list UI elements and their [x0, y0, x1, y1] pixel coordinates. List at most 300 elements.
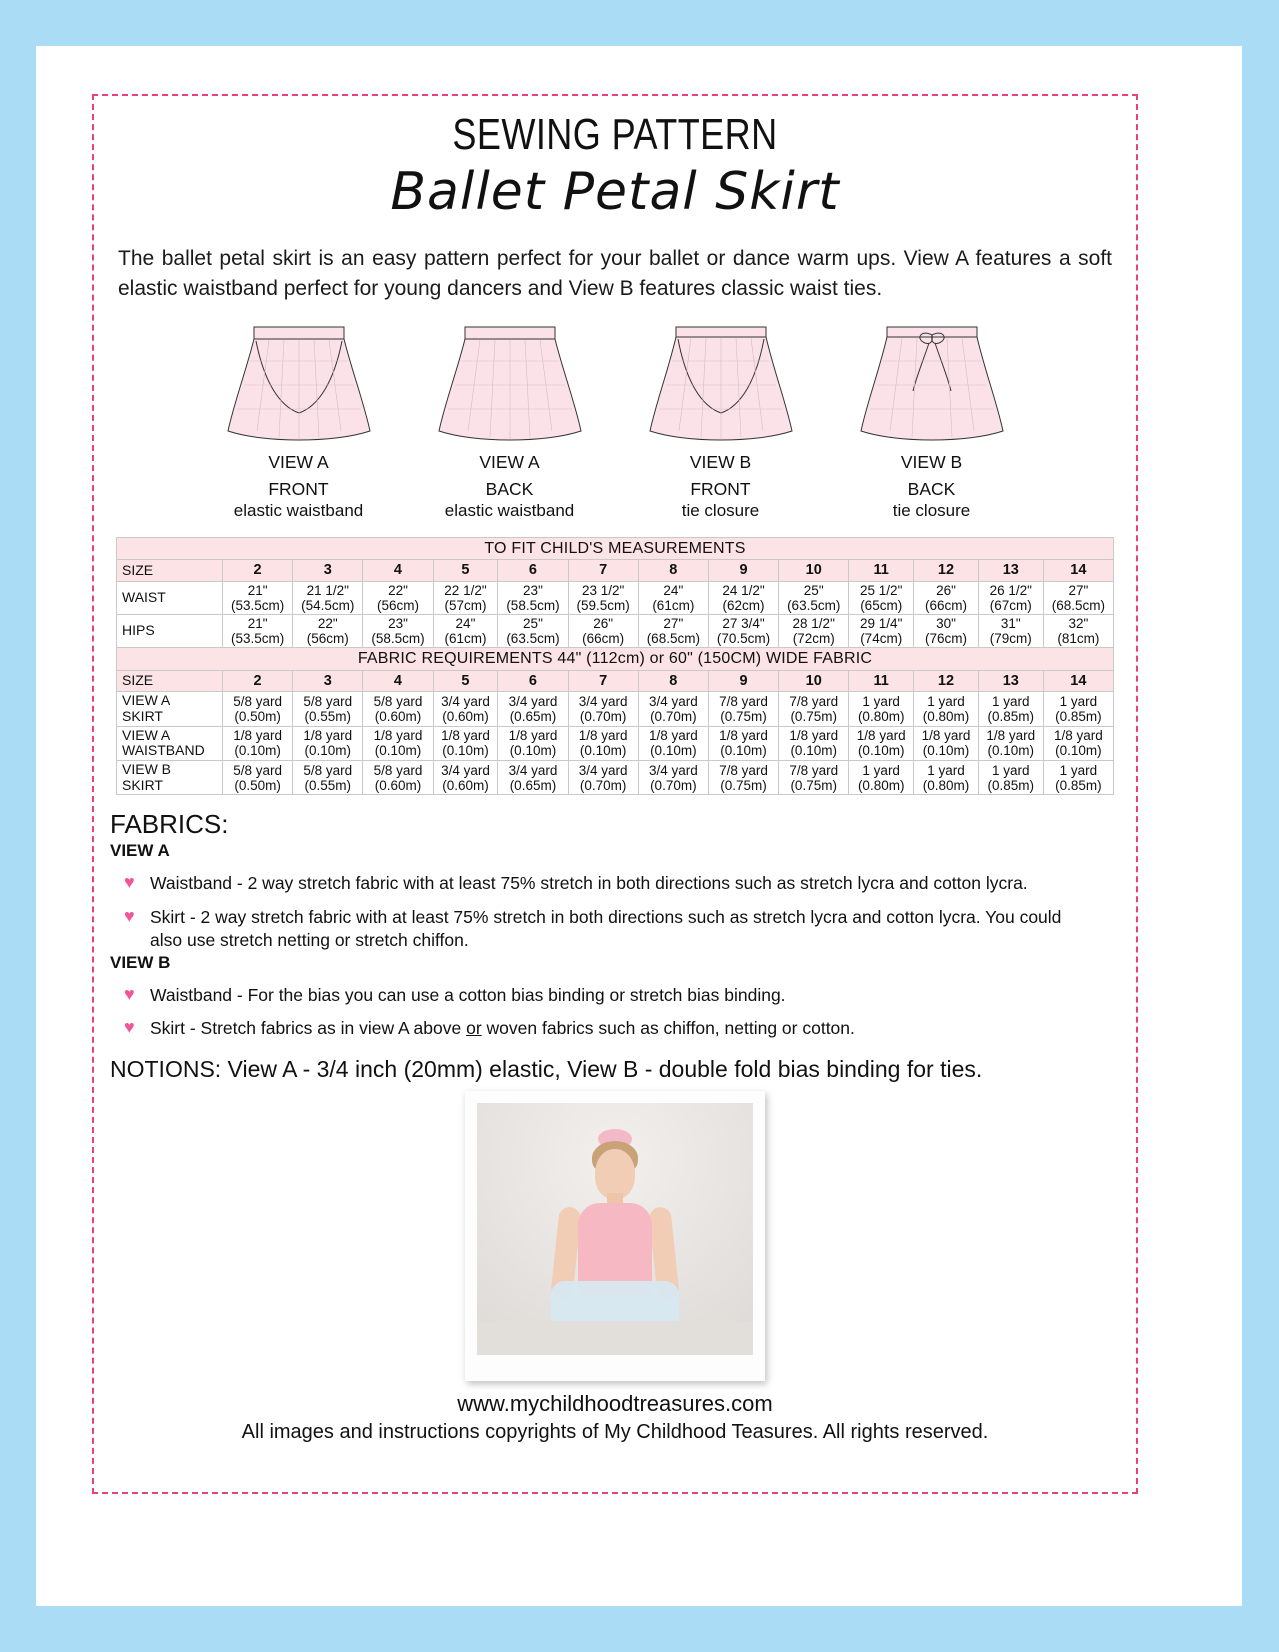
value-cell	[1043, 760, 1113, 794]
document-content	[92, 94, 1138, 1494]
value-imperial: 27"	[663, 615, 684, 631]
value-cell	[708, 726, 778, 760]
value-cell	[293, 614, 363, 647]
value-metric: (0.10m)	[509, 743, 557, 759]
value-metric: (67cm)	[989, 597, 1032, 613]
skirt-view-a-back-icon	[435, 321, 585, 446]
value-imperial: 1/8 yard	[789, 728, 839, 744]
value-cell	[978, 692, 1043, 726]
value-imperial: 1/8 yard	[921, 728, 971, 744]
view-illustration-2	[628, 321, 813, 521]
value-imperial: 24"	[663, 582, 684, 598]
size-header-cell: 8	[638, 671, 708, 692]
view-closure: tie closure	[681, 500, 760, 520]
value-cell	[1043, 614, 1113, 647]
size-header-cell: 8	[638, 560, 708, 581]
value-cell	[223, 614, 293, 647]
value-cell	[498, 614, 568, 647]
value-cell	[914, 614, 979, 647]
product-photo-frame	[465, 1091, 765, 1381]
value-cell	[638, 581, 708, 614]
table-row	[117, 581, 1114, 614]
value-metric: (66cm)	[582, 631, 625, 647]
value-imperial: 7/8 yard	[789, 693, 839, 709]
value-cell	[293, 692, 363, 726]
view-illustration-1	[417, 321, 602, 521]
size-header-cell: 10	[779, 671, 849, 692]
value-metric: (0.10m)	[304, 743, 352, 759]
table-banner-row	[117, 648, 1114, 671]
value-metric: (74cm)	[860, 631, 903, 647]
measurements-size-row	[117, 560, 1114, 581]
value-cell	[363, 726, 433, 760]
heart-bullet-icon: ♥	[124, 983, 135, 1004]
value-metric: (0.10m)	[720, 743, 767, 759]
size-header-cell: 11	[849, 560, 914, 581]
value-metric: (0.10m)	[790, 743, 837, 759]
table-row	[117, 614, 1114, 647]
value-cell	[638, 614, 708, 647]
row-label-line1: VIEW B	[122, 760, 172, 777]
size-header-cell: 4	[363, 671, 433, 692]
value-imperial: 23 1/2"	[581, 582, 625, 598]
value-imperial: 1/8 yard	[578, 728, 628, 744]
value-imperial: 30"	[936, 615, 956, 631]
value-cell	[779, 726, 849, 760]
value-metric: (0.10m)	[234, 743, 281, 759]
row-label-cell	[117, 614, 223, 647]
value-imperial: 22"	[388, 582, 408, 598]
size-header-cell: 14	[1043, 671, 1113, 692]
value-imperial: 1/8 yard	[441, 728, 490, 744]
view-illustration-3	[839, 321, 1024, 521]
value-imperial: 1/8 yard	[508, 728, 558, 744]
skirt-text-after: woven fabrics such as chiffon, netting or cotton.	[481, 1018, 855, 1039]
value-cell	[849, 692, 914, 726]
value-metric: (68.5cm)	[646, 631, 700, 647]
value-cell	[978, 581, 1043, 614]
value-cell	[978, 614, 1043, 647]
value-imperial: 3/4 yard	[578, 762, 628, 778]
copyright-line: All images and instructions copyrights of My Childhood Teasures. All rights reserved.	[241, 1421, 989, 1444]
value-metric: (54.5cm)	[301, 597, 355, 613]
value-cell	[779, 692, 849, 726]
value-metric: (0.10m)	[374, 743, 422, 759]
view-closure: tie closure	[892, 500, 971, 520]
value-metric: (0.55m)	[304, 777, 352, 793]
page-kicker: SEWING PATTERN	[452, 110, 778, 159]
fabric-banner: FABRIC REQUIREMENTS 44" (112cm) or 60" (150CM) WIDE FABRIC	[117, 648, 1114, 671]
value-imperial: 23"	[523, 582, 543, 598]
value-metric: (72cm)	[792, 631, 835, 647]
value-cell	[293, 760, 363, 794]
value-metric: (57cm)	[444, 597, 487, 613]
size-header-cell: 2	[223, 671, 293, 692]
value-metric: (0.80m)	[857, 777, 905, 793]
value-imperial: 29 1/4"	[860, 615, 903, 631]
fabric-size-row	[117, 671, 1114, 692]
row-label-line1: WAIST	[122, 588, 166, 605]
value-metric: (0.85m)	[1055, 777, 1102, 793]
measurements-banner: TO FIT CHILD'S MEASUREMENTS	[117, 537, 1114, 560]
heart-bullet-icon: ♥	[124, 1017, 135, 1038]
fabrics-view-a-heading: VIEW A	[110, 841, 170, 861]
value-cell	[708, 760, 778, 794]
list-item-text: Waistband - For the bias you can use a cotton bias binding or stretch bias binding.	[150, 984, 786, 1005]
size-header-cell: 6	[498, 560, 568, 581]
value-cell	[978, 726, 1043, 760]
value-metric: (0.80m)	[857, 708, 905, 724]
view-side: FRONT	[268, 479, 329, 500]
value-cell	[293, 726, 363, 760]
value-metric: (65cm)	[860, 597, 903, 613]
table-banner-row	[117, 537, 1114, 560]
row-label-cell	[117, 692, 223, 726]
size-header-cell: 13	[978, 560, 1043, 581]
value-cell	[638, 760, 708, 794]
value-cell	[363, 692, 433, 726]
value-imperial: 3/4 yard	[441, 693, 490, 709]
fabrics-view-b-heading: VIEW B	[110, 952, 171, 972]
value-cell	[708, 581, 778, 614]
size-header-cell: 9	[708, 560, 778, 581]
view-name: VIEW B	[900, 451, 963, 472]
value-imperial: 21 1/2"	[306, 582, 349, 598]
view-side: BACK	[485, 479, 534, 500]
size-label-cell: SIZE	[117, 560, 223, 581]
row-label-cell	[117, 726, 223, 760]
value-imperial: 5/8 yard	[233, 762, 282, 778]
value-imperial: 3/4 yard	[441, 762, 490, 778]
value-cell	[1043, 726, 1113, 760]
value-imperial: 3/4 yard	[578, 693, 628, 709]
list-item	[124, 906, 1124, 952]
value-imperial: 3/4 yard	[508, 693, 558, 709]
size-header-cell: 3	[293, 671, 363, 692]
value-imperial: 21"	[247, 582, 268, 598]
value-metric: (61cm)	[444, 631, 487, 647]
table-row	[117, 692, 1114, 726]
skirt-view-b-front-icon	[646, 321, 796, 446]
value-metric: (0.10m)	[650, 743, 697, 759]
view-illustration-0	[206, 321, 391, 521]
value-metric: (0.65m)	[509, 708, 557, 724]
skirt-view-a-front-icon	[224, 321, 374, 446]
value-imperial: 1/8 yard	[233, 728, 282, 744]
value-imperial: 5/8 yard	[303, 762, 353, 778]
value-imperial: 25 1/2"	[860, 582, 903, 598]
value-metric: (0.60m)	[374, 708, 422, 724]
row-label-line2: SKIRT	[122, 776, 163, 793]
value-metric: (0.80m)	[922, 708, 970, 724]
value-cell	[223, 581, 293, 614]
value-cell	[638, 726, 708, 760]
value-imperial: 5/8 yard	[303, 693, 353, 709]
value-cell	[1043, 692, 1113, 726]
value-imperial: 1/8 yard	[648, 728, 698, 744]
value-cell	[914, 726, 979, 760]
value-metric: (81cm)	[1057, 631, 1100, 647]
size-header-cell: 9	[708, 671, 778, 692]
value-imperial: 3/4 yard	[648, 762, 698, 778]
value-metric: (56cm)	[376, 597, 419, 613]
fabrics-view-b-list	[106, 984, 1124, 1041]
view-closure: elastic waistband	[233, 500, 364, 520]
value-metric: (53.5cm)	[230, 631, 285, 647]
value-metric: (70.5cm)	[716, 631, 771, 647]
value-imperial: 25"	[523, 615, 543, 631]
value-imperial: 1/8 yard	[856, 728, 906, 744]
value-metric: (0.70m)	[579, 708, 627, 724]
size-header-cell: 7	[568, 671, 638, 692]
value-metric: (0.85m)	[987, 708, 1035, 724]
value-cell	[914, 581, 979, 614]
value-metric: (0.70m)	[650, 708, 697, 724]
value-imperial: 1/8 yard	[986, 728, 1036, 744]
value-metric: (0.55m)	[304, 708, 352, 724]
value-metric: (53.5cm)	[230, 597, 285, 613]
value-cell	[498, 726, 568, 760]
value-imperial: 3/4 yard	[648, 693, 698, 709]
table-row	[117, 726, 1114, 760]
value-cell	[498, 581, 568, 614]
row-label-line2: SKIRT	[122, 707, 163, 724]
value-metric: (0.10m)	[987, 743, 1035, 759]
value-imperial: 1 yard	[927, 693, 965, 709]
value-cell	[433, 726, 498, 760]
value-imperial: 27"	[1068, 582, 1089, 598]
value-cell	[779, 760, 849, 794]
fabrics-view-a-list	[106, 872, 1124, 951]
value-metric: (58.5cm)	[371, 631, 425, 647]
view-name: VIEW B	[689, 451, 752, 472]
fabrics-heading: FABRICS:	[110, 809, 229, 840]
page-title: Ballet Petal Skirt	[390, 162, 840, 222]
value-imperial: 26"	[593, 615, 614, 631]
skirt-text-before: Skirt - Stretch fabrics as in view A above	[150, 1018, 467, 1039]
head	[595, 1149, 635, 1199]
value-metric: (0.80m)	[922, 777, 970, 793]
value-cell	[849, 726, 914, 760]
value-metric: (0.85m)	[1055, 708, 1102, 724]
value-metric: (0.10m)	[922, 743, 970, 759]
value-metric: (76cm)	[924, 631, 967, 647]
value-imperial: 7/8 yard	[719, 693, 768, 709]
website-url: www.mychildhoodtreasures.com	[457, 1391, 773, 1417]
value-cell	[498, 692, 568, 726]
value-imperial: 1 yard	[1059, 693, 1098, 709]
view-side: BACK	[907, 479, 956, 500]
value-imperial: 1 yard	[927, 762, 965, 778]
value-imperial: 26"	[936, 582, 956, 598]
row-label-line1: VIEW A	[122, 692, 171, 709]
list-item	[124, 984, 1124, 1007]
size-label-cell: SIZE	[117, 671, 223, 692]
value-cell	[849, 760, 914, 794]
value-metric: (0.75m)	[790, 777, 837, 793]
value-metric: (61cm)	[652, 597, 695, 613]
list-item-text: Skirt - 2 way stretch fabric with at least 75% stretch in both directions such as stretch lycra and cotton lycra. You could also use stretch netting or stretch chiffon.	[150, 907, 1062, 950]
size-header-cell: 7	[568, 560, 638, 581]
value-imperial: 1 yard	[862, 762, 900, 778]
value-metric: (68.5cm)	[1051, 597, 1105, 613]
value-metric: (58.5cm)	[506, 597, 560, 613]
value-metric: (0.75m)	[720, 777, 767, 793]
value-imperial: 7/8 yard	[719, 762, 768, 778]
value-cell	[978, 760, 1043, 794]
value-metric: (0.85m)	[987, 777, 1035, 793]
value-cell	[1043, 581, 1113, 614]
list-item	[124, 872, 1124, 895]
value-cell	[223, 692, 293, 726]
heart-bullet-icon: ♥	[124, 906, 135, 927]
value-cell	[779, 581, 849, 614]
row-label-cell	[117, 760, 223, 794]
size-and-fabric-tables	[116, 537, 1114, 796]
size-header-cell: 14	[1043, 560, 1113, 581]
value-cell	[568, 760, 638, 794]
value-cell	[498, 760, 568, 794]
value-imperial: 22 1/2"	[444, 582, 487, 598]
value-metric: (59.5cm)	[576, 597, 630, 613]
list-item	[124, 1017, 1124, 1040]
value-metric: (63.5cm)	[787, 597, 841, 613]
value-cell	[849, 614, 914, 647]
row-label-cell	[117, 581, 223, 614]
value-cell	[568, 692, 638, 726]
value-metric: (0.60m)	[442, 777, 489, 793]
value-cell	[223, 760, 293, 794]
value-cell	[363, 760, 433, 794]
value-cell	[293, 581, 363, 614]
value-metric: (0.10m)	[857, 743, 905, 759]
value-metric: (0.65m)	[509, 777, 557, 793]
value-imperial: 1 yard	[1059, 762, 1098, 778]
list-item-text: Waistband - 2 way stretch fabric with at least 75% stretch in both directions such as stretch lycra and cotton lycra.	[150, 873, 1028, 894]
value-cell	[708, 614, 778, 647]
value-cell	[638, 692, 708, 726]
value-metric: (56cm)	[306, 631, 349, 647]
value-cell	[433, 760, 498, 794]
value-cell	[914, 692, 979, 726]
value-cell	[568, 614, 638, 647]
value-metric: (79cm)	[989, 631, 1032, 647]
value-metric: (0.75m)	[720, 708, 767, 724]
value-imperial: 1 yard	[992, 693, 1030, 709]
size-header-cell: 11	[849, 671, 914, 692]
value-metric: (0.70m)	[579, 777, 627, 793]
value-cell	[708, 692, 778, 726]
value-cell	[433, 581, 498, 614]
value-imperial: 21"	[247, 615, 268, 631]
value-imperial: 7/8 yard	[789, 762, 839, 778]
size-header-cell: 12	[914, 671, 979, 692]
value-cell	[568, 726, 638, 760]
heart-bullet-icon: ♥	[124, 872, 135, 893]
value-imperial: 26 1/2"	[989, 582, 1032, 598]
notions-line: NOTIONS: View A - 3/4 inch (20mm) elastic, View B - double fold bias binding for ties.	[110, 1056, 983, 1083]
value-imperial: 24 1/2"	[722, 582, 765, 598]
product-photo	[477, 1103, 753, 1355]
view-closure: elastic waistband	[444, 500, 575, 520]
value-metric: (62cm)	[722, 597, 765, 613]
value-cell	[433, 614, 498, 647]
value-imperial: 1/8 yard	[1053, 728, 1103, 744]
row-label-line2: WAISTBAND	[122, 742, 205, 759]
view-side: FRONT	[690, 479, 751, 500]
value-cell	[849, 581, 914, 614]
floor	[477, 1321, 753, 1355]
value-cell	[779, 614, 849, 647]
value-metric: (0.10m)	[579, 743, 627, 759]
size-header-cell: 2	[223, 560, 293, 581]
skirt-text-underlined: or	[466, 1018, 482, 1039]
row-label-line1: VIEW A	[122, 726, 171, 743]
size-header-cell: 10	[779, 560, 849, 581]
value-imperial: 1 yard	[862, 693, 900, 709]
value-imperial: 27 3/4"	[722, 615, 765, 631]
skirt-view-b-back-icon	[857, 321, 1007, 446]
value-metric: (63.5cm)	[506, 631, 560, 647]
value-imperial: 31"	[1000, 615, 1021, 631]
value-imperial: 24"	[455, 615, 476, 631]
size-header-cell: 6	[498, 671, 568, 692]
value-cell	[223, 726, 293, 760]
value-metric: (66cm)	[924, 597, 967, 613]
size-header-cell: 13	[978, 671, 1043, 692]
value-imperial: 5/8 yard	[373, 693, 423, 709]
value-metric: (0.10m)	[442, 743, 489, 759]
value-imperial: 1/8 yard	[303, 728, 353, 744]
value-imperial: 1/8 yard	[373, 728, 423, 744]
size-header-cell: 3	[293, 560, 363, 581]
size-header-cell: 4	[363, 560, 433, 581]
size-header-cell: 12	[914, 560, 979, 581]
view-name: VIEW A	[268, 451, 329, 472]
value-imperial: 23"	[388, 615, 408, 631]
value-imperial: 5/8 yard	[373, 762, 423, 778]
intro-paragraph: The ballet petal skirt is an easy pattern perfect for your ballet or dance warm ups. View A features a soft elastic waistband perfect for young dancers and View B features classic waist ties.	[118, 247, 1112, 301]
value-metric: (0.50m)	[234, 777, 281, 793]
value-metric: (0.10m)	[1055, 743, 1102, 759]
view-illustrations	[106, 321, 1124, 521]
value-imperial: 32"	[1068, 615, 1089, 631]
value-imperial: 1/8 yard	[719, 728, 768, 744]
value-metric: (0.50m)	[234, 708, 281, 724]
value-imperial: 3/4 yard	[508, 762, 558, 778]
value-imperial: 5/8 yard	[233, 693, 282, 709]
value-cell	[914, 760, 979, 794]
value-imperial: 28 1/2"	[792, 615, 835, 631]
list-item-text	[150, 1017, 1124, 1040]
value-cell	[433, 692, 498, 726]
size-header-cell: 5	[433, 671, 498, 692]
view-name: VIEW A	[479, 451, 540, 472]
value-metric: (0.75m)	[790, 708, 837, 724]
size-header-cell: 5	[433, 560, 498, 581]
value-cell	[568, 581, 638, 614]
value-metric: (0.60m)	[374, 777, 422, 793]
value-imperial: 25"	[803, 582, 824, 598]
value-metric: (0.70m)	[650, 777, 697, 793]
value-imperial: 1 yard	[992, 762, 1030, 778]
value-metric: (0.60m)	[442, 708, 489, 724]
value-cell	[363, 581, 433, 614]
row-label-line1: HIPS	[122, 622, 155, 639]
table-row	[117, 760, 1114, 794]
value-imperial: 22"	[317, 615, 338, 631]
value-cell	[363, 614, 433, 647]
